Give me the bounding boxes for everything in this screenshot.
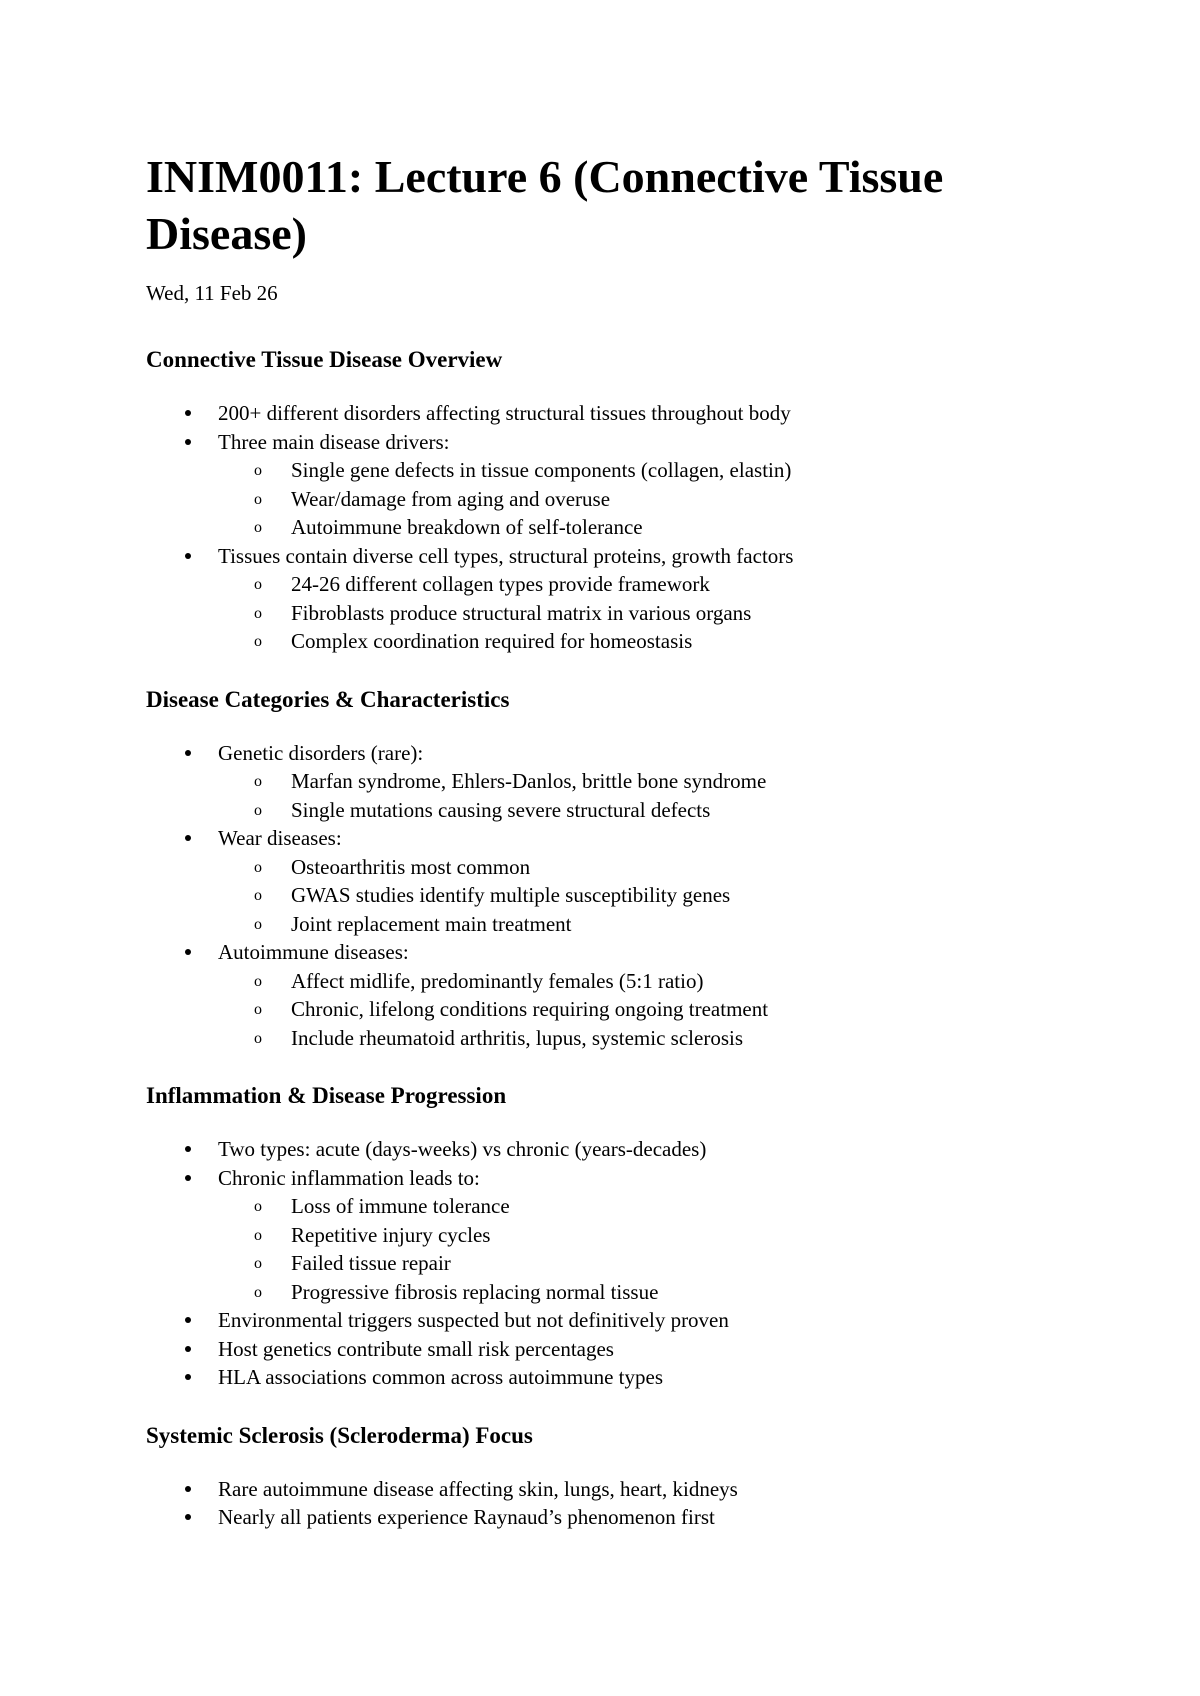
bullet-icon	[185, 750, 191, 756]
list-item	[146, 824, 1080, 938]
sub-list-item-text: Repetitive injury cycles	[291, 1222, 491, 1247]
sub-bullet-icon: o	[254, 490, 262, 508]
list-item-text: Tissues contain diverse cell types, structural proteins, growth factors	[218, 543, 794, 568]
sub-list-item	[146, 1278, 1080, 1307]
sub-list-item-text: Affect midlife, predominantly females (5:1 ratio)	[291, 968, 704, 993]
list-item-text: Wear diseases:	[218, 826, 342, 850]
list-item	[146, 1503, 1080, 1532]
section	[146, 1082, 1080, 1392]
bullet-icon	[185, 1486, 191, 1492]
sub-list-item-text: Joint replacement main treatment	[291, 911, 572, 936]
bullet-icon	[185, 1317, 191, 1323]
list-item	[146, 428, 1080, 542]
sub-bullet-icon: o	[254, 773, 262, 790]
list-item-text: Rare autoimmune disease affecting skin, lungs, heart, kidneys	[218, 1476, 738, 1501]
list-item-text: Nearly all patients experience Raynaud’s phenomenon first	[218, 1505, 715, 1529]
sub-bullet-icon: o	[254, 462, 262, 479]
sub-bullet-icon: o	[254, 1029, 262, 1047]
sub-bullet-icon: o	[254, 887, 262, 904]
sub-list-item	[146, 1192, 1080, 1221]
sub-list-item	[146, 456, 1080, 485]
sub-list-item	[146, 627, 1080, 656]
list-item	[146, 1306, 1080, 1335]
sub-list-item-text: Include rheumatoid arthritis, lupus, systemic sclerosis	[291, 1025, 743, 1050]
section-heading: Disease Categories & Characteristics	[146, 686, 510, 712]
sub-list-item-text: Fibroblasts produce structural matrix in various organs	[291, 600, 752, 625]
sub-bullet-icon: o	[254, 576, 262, 593]
list-item-text: Environmental triggers suspected but not definitively proven	[218, 1308, 729, 1332]
section	[146, 346, 1080, 656]
list-item-text: Host genetics contribute small risk percentages	[218, 1336, 614, 1361]
section	[146, 1422, 1080, 1532]
sub-list-item	[146, 1024, 1080, 1053]
bullet-icon	[185, 410, 191, 416]
sub-list-item-text: Complex coordination required for homeostasis	[291, 629, 693, 653]
bullet-list	[146, 739, 1080, 1053]
sub-list-item	[146, 796, 1080, 825]
list-item	[146, 542, 1080, 656]
sub-list	[218, 767, 1080, 824]
sub-list	[218, 570, 1080, 656]
sections-container	[146, 346, 1080, 1532]
bullet-icon	[185, 835, 191, 841]
sub-list-item-text: Osteoarthritis most common	[291, 854, 531, 879]
section	[146, 686, 1080, 1053]
sub-list	[218, 853, 1080, 939]
list-item	[146, 1164, 1080, 1307]
list-item	[146, 1335, 1080, 1364]
sub-list-item	[146, 485, 1080, 514]
sub-list-item	[146, 767, 1080, 796]
bullet-icon	[185, 1346, 191, 1352]
list-item-text: Two types: acute (days-weeks) vs chronic (years-decades)	[218, 1137, 707, 1161]
sub-list-item-text: GWAS studies identify multiple susceptibility genes	[291, 883, 731, 907]
bullet-icon	[185, 553, 191, 559]
sub-list-item	[146, 570, 1080, 599]
sub-list-item	[146, 853, 1080, 882]
sub-bullet-icon: o	[254, 633, 262, 650]
bullet-icon	[185, 1175, 191, 1181]
sub-list	[218, 456, 1080, 542]
bullet-list	[146, 1475, 1080, 1532]
list-item	[146, 739, 1080, 825]
sub-list-item	[146, 1221, 1080, 1250]
sub-bullet-icon: o	[254, 801, 262, 819]
sub-list-item	[146, 599, 1080, 628]
sub-list-item-text: Failed tissue repair	[291, 1251, 451, 1275]
sub-list-item-text: 24-26 different collagen types provide framework	[291, 572, 710, 596]
list-item	[146, 1135, 1080, 1164]
sub-list-item	[146, 910, 1080, 939]
list-item-text: Autoimmune diseases:	[218, 940, 409, 964]
document-date: Wed, 11 Feb 26	[146, 281, 278, 305]
sub-list-item-text: Autoimmune breakdown of self-tolerance	[291, 515, 643, 539]
sub-bullet-icon: o	[254, 1226, 262, 1244]
bullet-icon	[185, 1514, 191, 1520]
sub-list-item	[146, 1249, 1080, 1278]
sub-list-item	[146, 967, 1080, 996]
list-item-text: Genetic disorders (rare):	[218, 740, 424, 765]
list-item-text: Chronic inflammation leads to:	[218, 1165, 480, 1190]
sub-list-item-text: Chronic, lifelong conditions requiring ongoing treatment	[291, 997, 769, 1021]
sub-bullet-icon: o	[254, 1198, 262, 1215]
sub-bullet-icon: o	[254, 1255, 262, 1272]
sub-bullet-icon: o	[254, 858, 262, 876]
sub-bullet-icon: o	[254, 1283, 262, 1301]
sub-bullet-icon: o	[254, 604, 262, 622]
sub-list-item	[146, 881, 1080, 910]
list-item-text: 200+ different disorders affecting structural tissues throughout body	[218, 401, 791, 425]
list-item	[146, 1363, 1080, 1392]
section-heading: Systemic Sclerosis (Scleroderma) Focus	[146, 1422, 533, 1448]
bullet-icon	[185, 949, 191, 955]
list-item	[146, 1475, 1080, 1504]
sub-list-item-text: Progressive fibrosis replacing normal tissue	[291, 1279, 659, 1304]
list-item-text: Three main disease drivers:	[218, 429, 450, 454]
sub-bullet-icon: o	[254, 972, 262, 990]
bullet-icon	[185, 1146, 191, 1152]
sub-list-item-text: Single mutations causing severe structural defects	[291, 797, 711, 822]
bullet-list	[146, 1135, 1080, 1392]
section-heading: Inflammation & Disease Progression	[146, 1083, 507, 1108]
sub-bullet-icon: o	[254, 1001, 262, 1018]
sub-list-item-text: Wear/damage from aging and overuse	[291, 486, 611, 511]
list-item	[146, 399, 1080, 428]
page-title: INIM0011: Lecture 6 (Connective Tissue Disease)	[146, 151, 944, 259]
sub-list-item-text: Single gene defects in tissue components (collagen, elastin)	[291, 458, 792, 482]
list-item	[146, 938, 1080, 1052]
sub-list	[218, 967, 1080, 1053]
sub-list	[218, 1192, 1080, 1306]
sub-bullet-icon: o	[254, 915, 262, 933]
bullet-icon	[185, 1374, 191, 1380]
bullet-icon	[185, 439, 191, 445]
sub-list-item-text: Loss of immune tolerance	[291, 1194, 510, 1218]
sub-list-item	[146, 513, 1080, 542]
sub-list-item	[146, 995, 1080, 1024]
sub-list-item-text: Marfan syndrome, Ehlers-Danlos, brittle bone syndrome	[291, 769, 767, 793]
sub-bullet-icon: o	[254, 519, 262, 536]
section-heading: Connective Tissue Disease Overview	[146, 347, 503, 372]
bullet-list	[146, 399, 1080, 656]
list-item-text: HLA associations common across autoimmune types	[218, 1365, 664, 1389]
